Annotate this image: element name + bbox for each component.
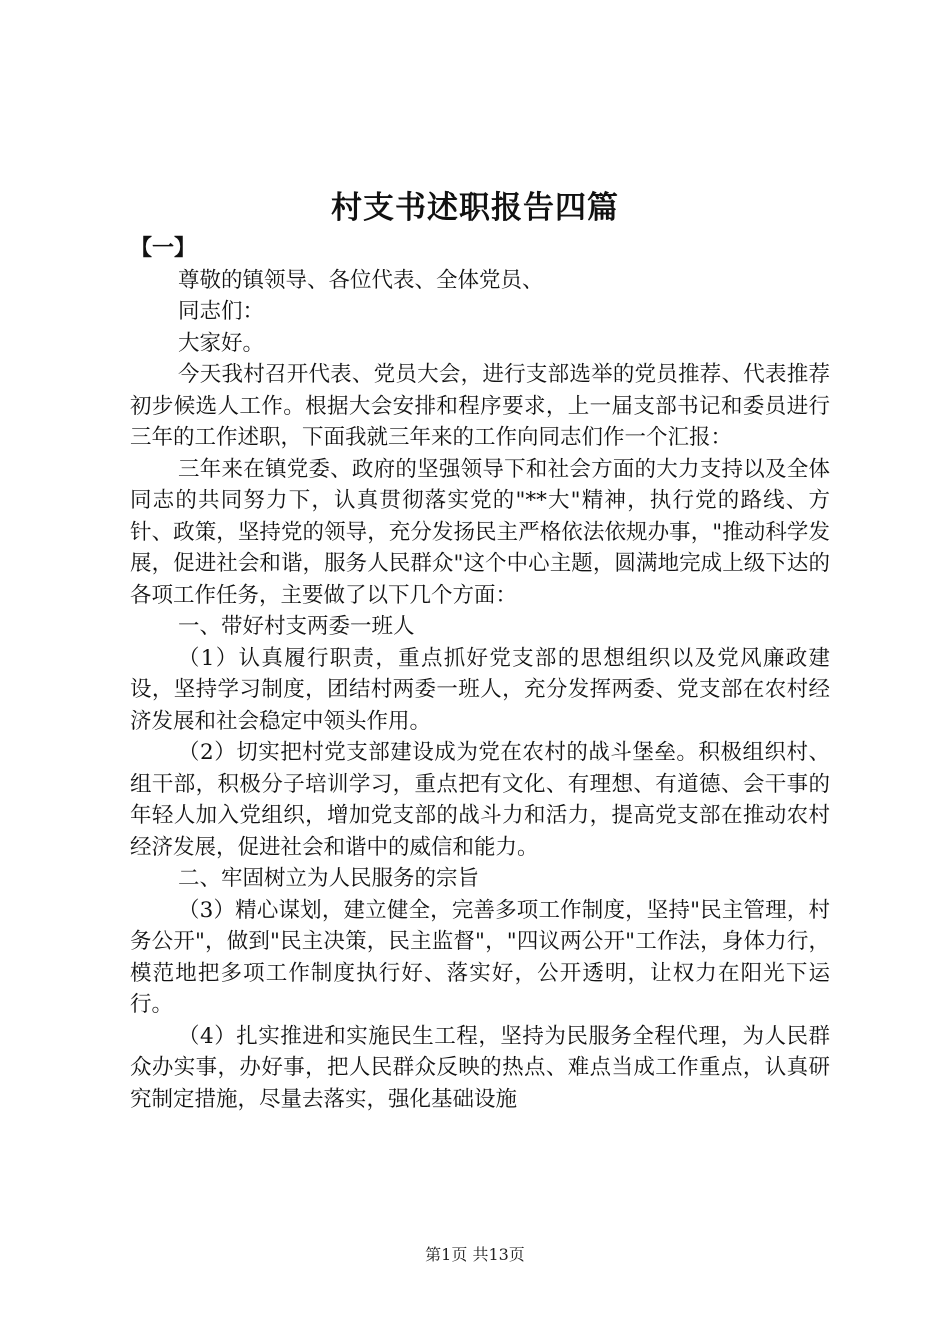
body-paragraph: （1）认真履行职责，重点抓好党支部的思想组织以及党风廉政建设，坚持学习制度，团结村两委一班人，充分发挥两委、党支部在农村经济发展和社会稳定中领头作用。 xyxy=(130,645,830,734)
salutation-line: 同志们： xyxy=(178,299,265,324)
section-mark: 【一】 xyxy=(130,235,197,261)
page-footer: 第1页 共13页 xyxy=(425,1245,525,1264)
body-paragraph: 三年来在镇党委、政府的坚强领导下和社会方面的大力支持以及全体同志的共同努力下，认真贯彻落实党的"**大"精神，执行党的路线、方针、政策，坚持党的领导，充分发扬民主严格依法依规办事，"推动科学发展，促进社会和谐，服务人民群众"这个中心主题，圆满地完成上级下达的各项工作任务，主要做了以下几个方面： xyxy=(130,456,830,608)
section-heading: 二、牢固树立为人民服务的宗旨 xyxy=(178,866,480,891)
salutation-line: 尊敬的镇领导、各位代表、全体党员、 xyxy=(178,267,544,293)
body-paragraph: （4）扎实推进和实施民生工程，坚持为民服务全程代理，为人民群众办实事，办好事，把人民群众反映的热点、难点当成工作重点，认真研究制定措施，尽量去落实，强化基础设施 xyxy=(130,1023,830,1112)
body-paragraph: （3）精心谋划，建立健全，完善多项工作制度，坚持"民主管理，村务公开"，做到"民主决策，民主监督"，"四议两公开"工作法，身体力行，模范地把多项工作制度执行好、落实好，公开透明，让权力在阳光下运行。 xyxy=(130,897,830,1017)
body-paragraph: 今天我村召开代表、党员大会，进行支部选举的党员推荐、代表推荐初步候选人工作。根据大会安排和程序要求，上一届支部书记和委员进行三年的工作述职，下面我就三年来的工作向同志们作一个汇报： xyxy=(130,362,830,450)
section-heading: 一、带好村支两委一班人 xyxy=(178,614,415,639)
greeting-line: 大家好。 xyxy=(178,330,265,356)
document-body xyxy=(130,233,830,1115)
body-paragraph: （2）切实把村党支部建设成为党在农村的战斗堡垒。积极组织村、组干部，积极分子培训学习，重点把有文化、有理想、有道德、会干事的年轻人加入党组织，增加党支部的战斗力和活力，提高党支部在推动农村经济发展，促进社会和谐中的威信和能力。 xyxy=(130,740,830,860)
document-title: 村支书述职报告四篇 xyxy=(331,190,619,226)
